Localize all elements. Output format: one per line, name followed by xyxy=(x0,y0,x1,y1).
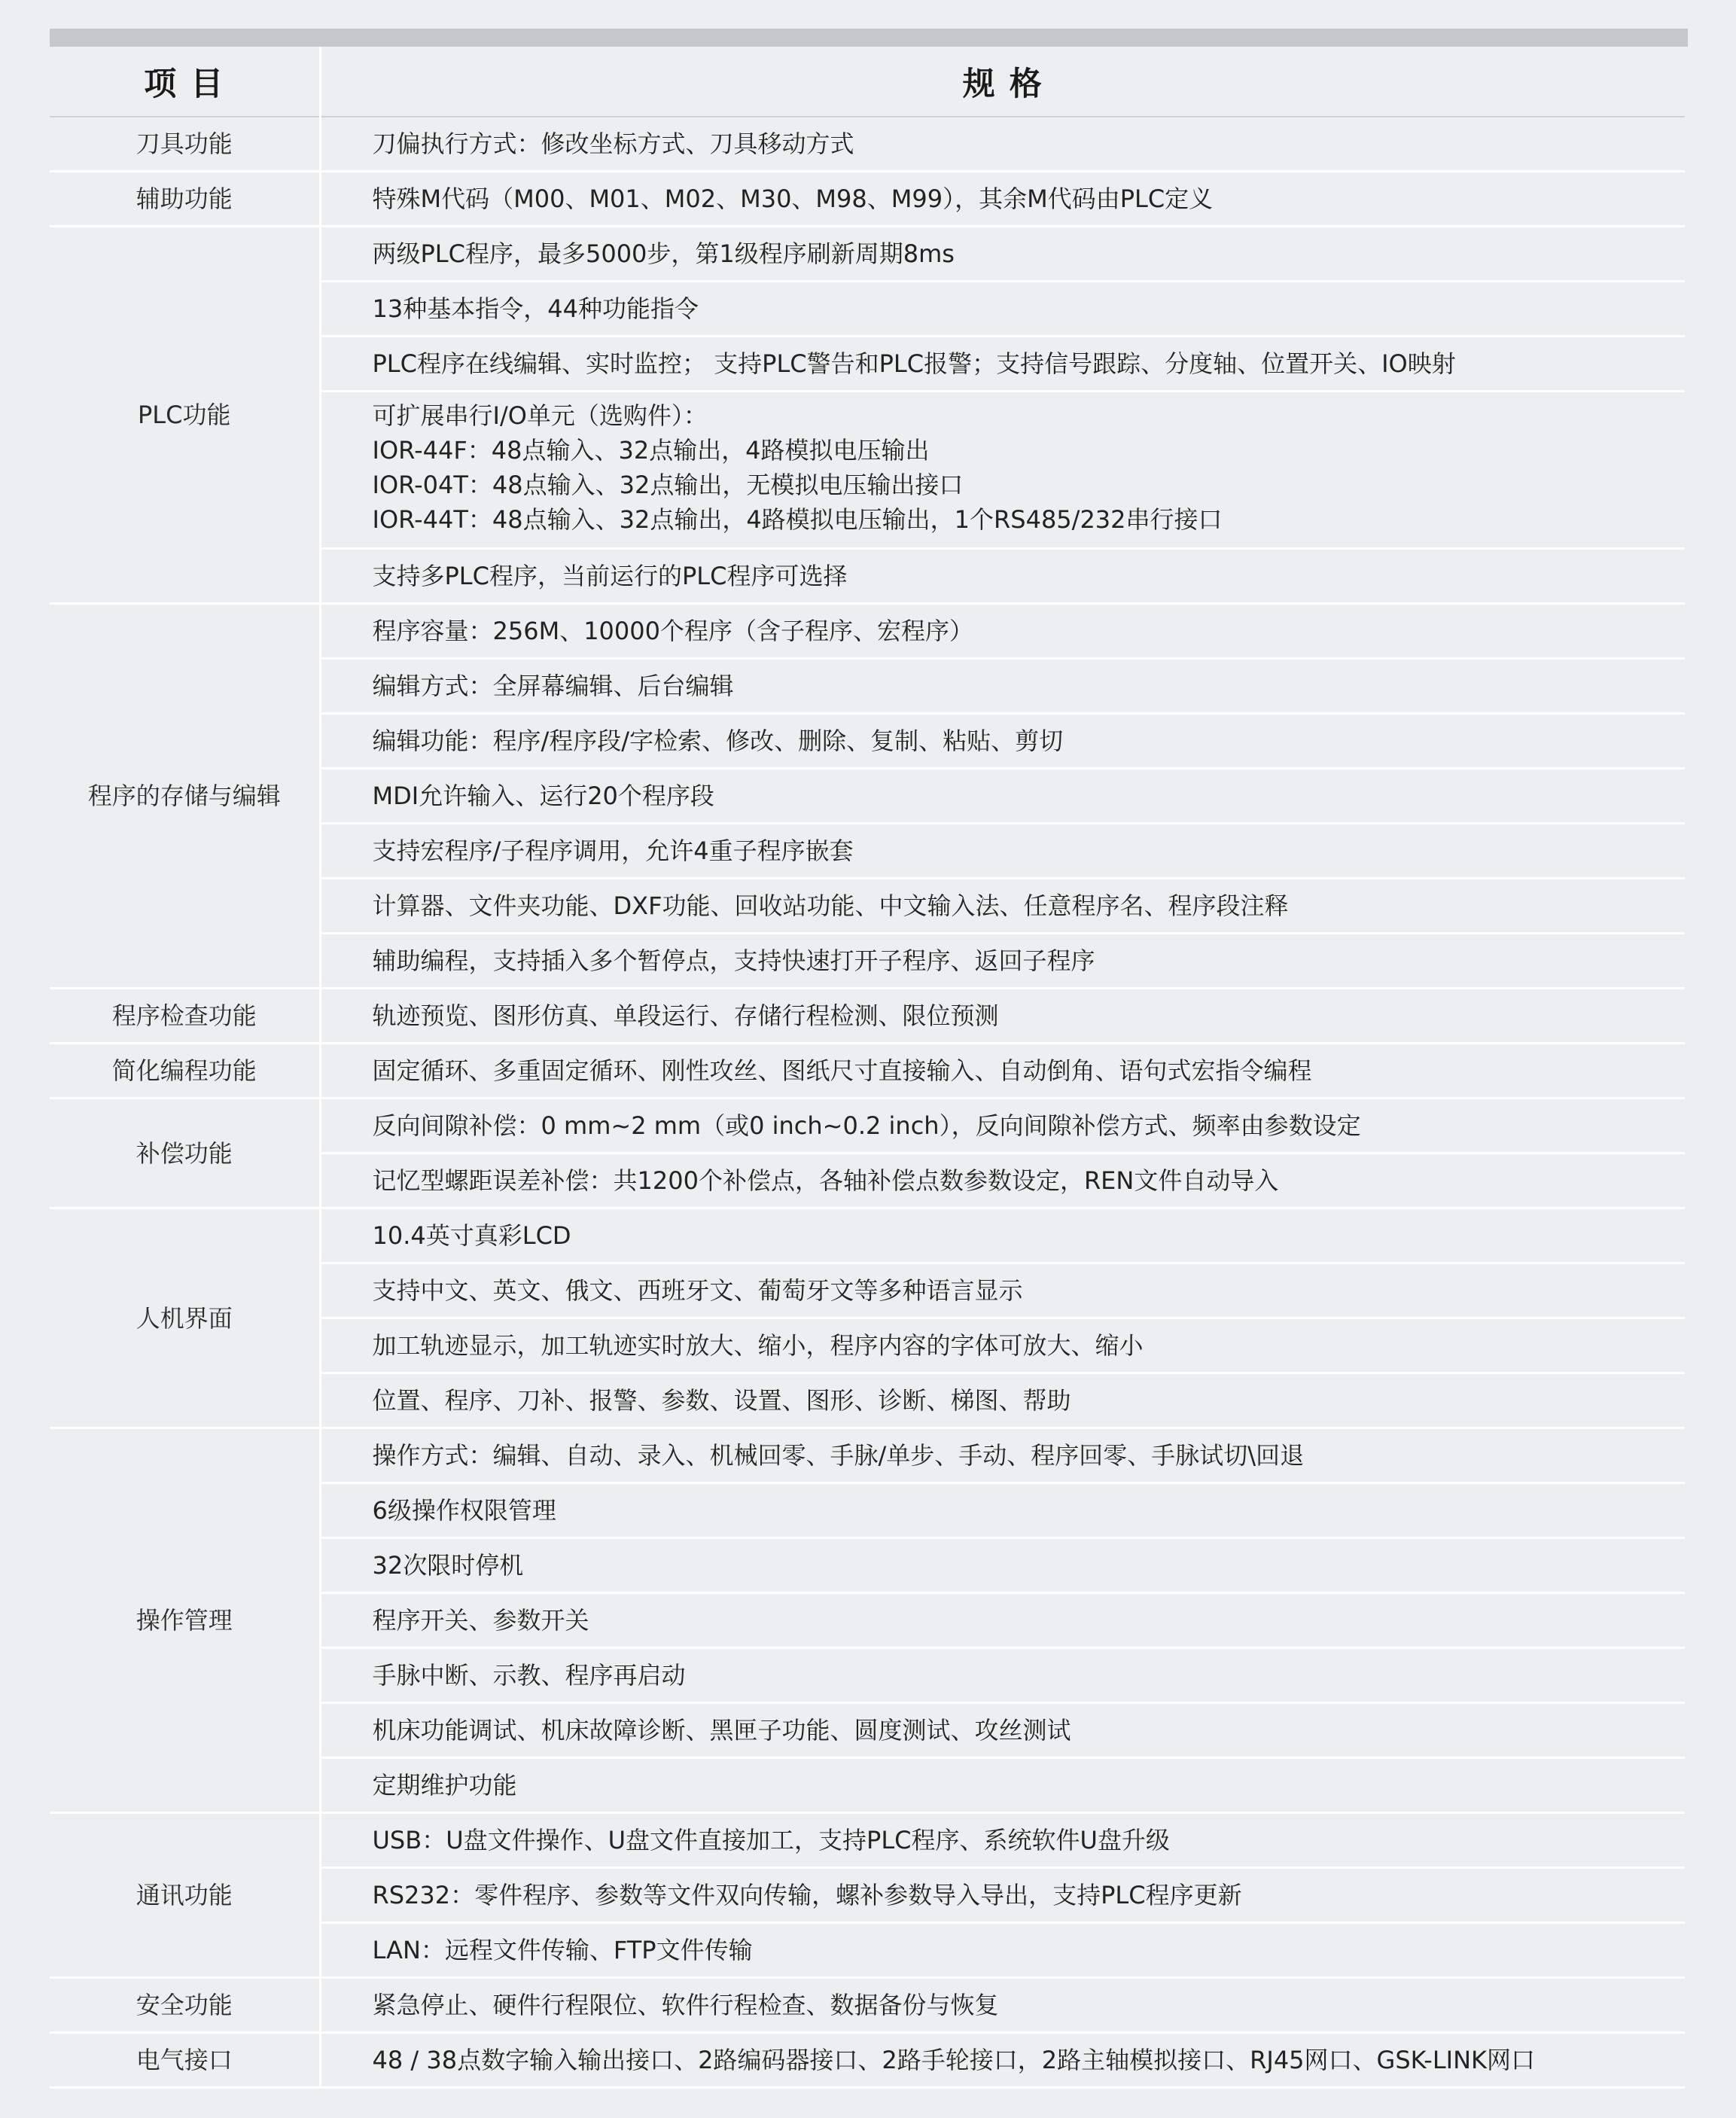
spec-cell: 32次限时停机 xyxy=(320,1538,1685,1593)
spec-cell: 两级PLC程序，最多5000步，第1级程序刷新周期8ms xyxy=(320,227,1685,282)
table-row xyxy=(50,1208,1685,1263)
item-cell: 简化编程功能 xyxy=(50,1044,320,1099)
table-row xyxy=(50,1978,1685,2033)
item-cell: 补偿功能 xyxy=(50,1099,320,1208)
table-row xyxy=(50,1813,1685,1868)
spec-cell: 操作方式：编辑、自动、录入、机械回零、手脉/单步、手动、程序回零、手脉试切\回退 xyxy=(320,1428,1685,1483)
item-cell: 人机界面 xyxy=(50,1208,320,1428)
table-row xyxy=(50,1428,1685,1483)
spec-cell: 编辑方式：全屏幕编辑、后台编辑 xyxy=(320,659,1685,714)
item-cell: 通讯功能 xyxy=(50,1813,320,1978)
spec-cell: 位置、程序、刀补、报警、参数、设置、图形、诊断、梯图、帮助 xyxy=(320,1373,1685,1428)
spec-cell: 程序开关、参数开关 xyxy=(320,1593,1685,1648)
item-cell: 操作管理 xyxy=(50,1428,320,1813)
spec-cell: 机床功能调试、机床故障诊断、黑匣子功能、圆度测试、攻丝测试 xyxy=(320,1703,1685,1758)
spec-cell: 辅助编程，支持插入多个暂停点，支持快速打开子程序、返回子程序 xyxy=(320,934,1685,989)
table-row xyxy=(50,989,1685,1044)
item-cell: 安全功能 xyxy=(50,1978,320,2033)
spec-cell: 支持多PLC程序，当前运行的PLC程序可选择 xyxy=(320,549,1685,604)
spec-cell: 定期维护功能 xyxy=(320,1758,1685,1813)
header-row xyxy=(50,47,1685,117)
spec-cell: 支持中文、英文、俄文、西班牙文、葡萄牙文等多种语言显示 xyxy=(320,1263,1685,1318)
spec-cell: 特殊M代码（M00、M01、M02、M30、M98、M99），其余M代码由PLC定义 xyxy=(320,172,1685,227)
spec-cell: 程序容量：256M、10000个程序（含子程序、宏程序） xyxy=(320,604,1685,659)
spec-cell: LAN：远程文件传输、FTP文件传输 xyxy=(320,1923,1685,1978)
spec-cell: RS232：零件程序、参数等文件双向传输，螺补参数导入导出，支持PLC程序更新 xyxy=(320,1868,1685,1923)
spec-cell: 记忆型螺距误差补偿：共1200个补偿点，各轴补偿点数参数设定，REN文件自动导入 xyxy=(320,1153,1685,1208)
item-cell: 辅助功能 xyxy=(50,172,320,227)
spec-cell: MDI允许输入、运行20个程序段 xyxy=(320,769,1685,824)
spec-cell: 手脉中断、示教、程序再启动 xyxy=(320,1648,1685,1703)
spec-cell: 编辑功能：程序/程序段/字检索、修改、删除、复制、粘贴、剪切 xyxy=(320,714,1685,769)
header-spec: 规 格 xyxy=(320,47,1685,117)
spec-cell: 6级操作权限管理 xyxy=(320,1483,1685,1538)
item-cell: 程序的存储与编辑 xyxy=(50,604,320,989)
spec-cell: 10.4英寸真彩LCD xyxy=(320,1208,1685,1263)
item-cell: PLC功能 xyxy=(50,227,320,604)
item-cell: 电气接口 xyxy=(50,2033,320,2088)
spec-cell: 可扩展串行I/O单元（选购件）： IOR-44F：48点输入、32点输出，4路模拟电压输出 IOR-04T：48点输入、32点输出，无模拟电压输出接口 IOR-44T：48点输入、32点输出，4路模拟电压输出，1个RS485/232串行接口 xyxy=(320,392,1685,549)
item-cell: 刀具功能 xyxy=(50,117,320,172)
table-row xyxy=(50,172,1685,227)
spec-cell: 13种基本指令，44种功能指令 xyxy=(320,282,1685,337)
header-item: 项 目 xyxy=(50,47,320,117)
spec-cell: 刀偏执行方式：修改坐标方式、刀具移动方式 xyxy=(320,117,1685,172)
top-divider-bar xyxy=(50,29,1688,47)
table-row xyxy=(50,604,1685,659)
spec-cell: 紧急停止、硬件行程限位、软件行程检查、数据备份与恢复 xyxy=(320,1978,1685,2033)
table-row xyxy=(50,1099,1685,1153)
spec-cell: 计算器、文件夹功能、DXF功能、回收站功能、中文输入法、任意程序名、程序段注释 xyxy=(320,879,1685,934)
spec-cell: 反向间隙补偿：0 mm~2 mm（或0 inch~0.2 inch），反向间隙补偿方式、频率由参数设定 xyxy=(320,1099,1685,1153)
table-row xyxy=(50,2033,1685,2088)
table-row xyxy=(50,117,1685,172)
table-row xyxy=(50,1044,1685,1099)
spec-cell: 固定循环、多重固定循环、刚性攻丝、图纸尺寸直接输入、自动倒角、语句式宏指令编程 xyxy=(320,1044,1685,1099)
spec-cell: 48 / 38点数字输入输出接口、2路编码器接口、2路手轮接口，2路主轴模拟接口、RJ45网口、GSK-LINK网口 xyxy=(320,2033,1685,2088)
table-row xyxy=(50,227,1685,282)
spec-table xyxy=(50,47,1685,2089)
spec-cell: 加工轨迹显示，加工轨迹实时放大、缩小，程序内容的字体可放大、缩小 xyxy=(320,1318,1685,1373)
item-cell: 程序检查功能 xyxy=(50,989,320,1044)
spec-cell: PLC程序在线编辑、实时监控； 支持PLC警告和PLC报警；支持信号跟踪、分度轴、位置开关、IO映射 xyxy=(320,337,1685,392)
spec-cell: USB：U盘文件操作、U盘文件直接加工，支持PLC程序、系统软件U盘升级 xyxy=(320,1813,1685,1868)
spec-cell: 轨迹预览、图形仿真、单段运行、存储行程检测、限位预测 xyxy=(320,989,1685,1044)
spec-cell: 支持宏程序/子程序调用，允许4重子程序嵌套 xyxy=(320,824,1685,879)
